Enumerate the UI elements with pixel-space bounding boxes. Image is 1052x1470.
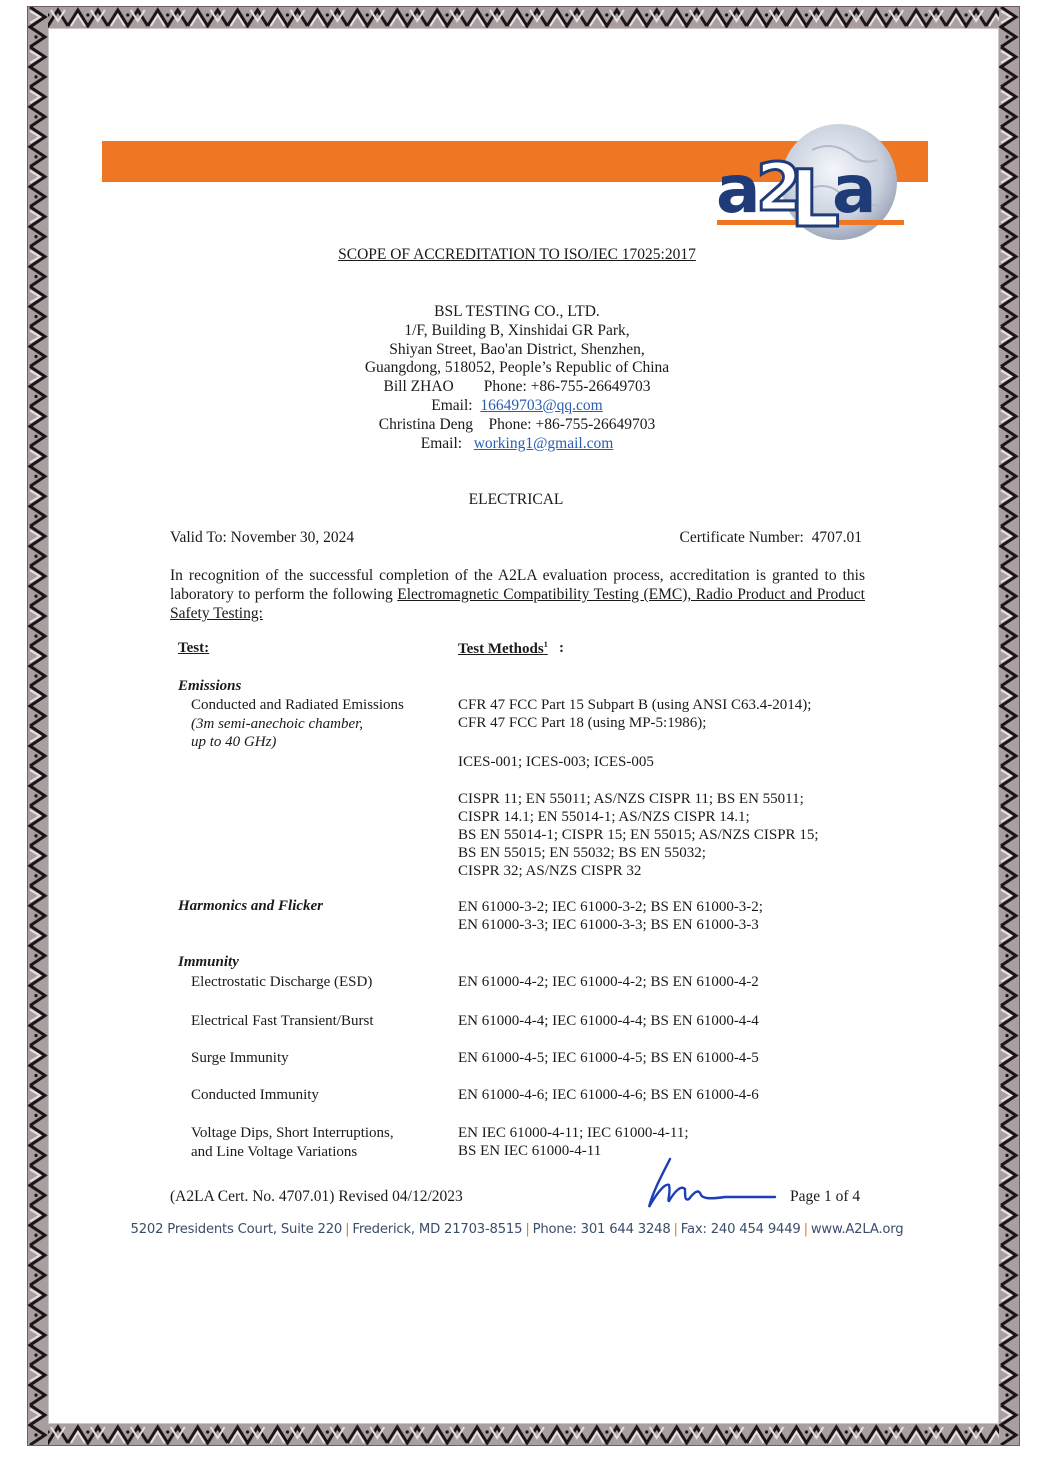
border-pattern-top <box>28 7 1019 28</box>
category-harmonics: Harmonics and Flicker <box>178 898 324 914</box>
test-name <box>191 696 404 752</box>
a2la-website-link[interactable]: www.A2LA.org <box>810 1222 904 1237</box>
method-line: BS EN IEC 61000-4-11 <box>458 1143 602 1160</box>
address-line: Shiyan Street, Bao'an District, Shenzhen, <box>389 340 645 358</box>
method-line: EN 61000-3-3; IEC 61000-3-3; BS EN 61000-3-3 <box>458 917 759 934</box>
a2la-phone: Phone: 301 644 3248 <box>532 1222 671 1237</box>
intro-text: In recognition of the successful completion of the A2LA evaluation process, accreditation is granted to this laboratory to perform the following <box>170 567 865 603</box>
svg-text:L: L <box>790 155 840 245</box>
valid-to: Valid To: November 30, 2024 <box>170 529 355 546</box>
a2la-address: 5202 Presidents Court, Suite 220 <box>130 1222 343 1237</box>
border-pattern-bottom <box>28 1424 1019 1445</box>
document-title <box>0 246 1034 264</box>
method-line: EN 61000-4-2; IEC 61000-4-2; BS EN 61000-4-2 <box>458 974 759 990</box>
document-title-text: SCOPE OF ACCREDITATION TO ISO/IEC 17025:2017 <box>338 246 696 263</box>
contact-name: Christina Deng <box>378 415 474 433</box>
svg-text:a: a <box>716 151 755 228</box>
email-label: Email: <box>420 434 463 452</box>
test-methods <box>458 790 818 880</box>
page-number: Page 1 of 4 <box>790 1188 861 1205</box>
column-header-methods-text: Test Methods <box>458 641 544 657</box>
method-line: BS EN 55014-1; CISPR 15; EN 55015; AS/NZS CISPR 15; <box>458 827 819 843</box>
category-immunity: Immunity <box>178 954 239 970</box>
method-line: CISPR 32; AS/NZS CISPR 32 <box>458 863 642 879</box>
section-heading: ELECTRICAL <box>468 491 564 508</box>
separator: | <box>525 1222 530 1237</box>
email-link[interactable]: working1@gmail.com <box>473 434 614 452</box>
email-line <box>0 435 1034 454</box>
organization-block <box>0 303 1034 453</box>
contact-phone: Phone: +86-755-26649703 <box>483 378 651 396</box>
test-name <box>191 1124 394 1161</box>
a2la-city: Frederick, MD 21703-8515 <box>352 1222 523 1237</box>
test-name: Conducted Immunity <box>191 1087 319 1103</box>
test-name-text: Voltage Dips, Short Interruptions, <box>191 1125 394 1141</box>
email-link[interactable]: 16649703@qq.com <box>480 396 603 414</box>
certificate-number: Certificate Number: 4707.01 <box>679 529 862 546</box>
test-methods <box>458 696 811 732</box>
test-name: Electrical Fast Transient/Burst <box>191 1013 374 1029</box>
test-note: (3m semi-anechoic chamber, <box>191 715 364 732</box>
separator: | <box>803 1222 808 1237</box>
a2la-contact-line <box>0 1222 1034 1237</box>
svg-text:a: a <box>832 151 877 228</box>
contact-name: Bill ZHAO <box>383 378 454 396</box>
test-name-text: Conducted and Radiated Emissions <box>191 697 404 713</box>
revision-note: (A2LA Cert. No. 4707.01) Revised 04/12/2023 <box>170 1188 463 1205</box>
separator: | <box>345 1222 350 1237</box>
method-line: CISPR 14.1; EN 55014-1; AS/NZS CISPR 14.1; <box>458 809 750 825</box>
method-line: CISPR 11; EN 55011; AS/NZS CISPR 11; BS EN 55011; <box>458 791 804 807</box>
a2la-logo <box>712 120 912 245</box>
column-header-test: Test: <box>178 640 210 656</box>
contact-line <box>0 378 1034 397</box>
a2la-fax: Fax: 240 454 9449 <box>680 1222 801 1237</box>
test-name-text: and Line Voltage Variations <box>191 1143 358 1160</box>
test-name: Electrostatic Discharge (ESD) <box>191 974 373 990</box>
test-methods <box>458 753 654 771</box>
email-line <box>0 397 1034 416</box>
method-line: EN 61000-4-5; IEC 61000-4-5; BS EN 61000-4-5 <box>458 1050 759 1066</box>
method-line: CFR 47 FCC Part 15 Subpart B (using ANSI C63.4-2014); <box>458 697 812 713</box>
address-line: 1/F, Building B, Xinshidai GR Park, <box>404 321 630 339</box>
signature-icon <box>645 1155 780 1215</box>
method-line: EN 61000-4-6; IEC 61000-4-6; BS EN 61000-4-6 <box>458 1087 759 1103</box>
method-line: EN IEC 61000-4-11; IEC 61000-4-11; <box>458 1125 689 1141</box>
contact-phone: Phone: +86-755-26649703 <box>488 415 656 433</box>
separator: | <box>673 1222 678 1237</box>
test-name: Surge Immunity <box>191 1050 289 1066</box>
method-line: ICES-001; ICES-003; ICES-005 <box>458 754 654 770</box>
footnote-marker: 1 <box>543 640 548 649</box>
intro-scope: Electromagnetic Compatibility Testing (EMC), Radio Product and Product Safety Testing: <box>170 586 865 622</box>
method-line: EN 61000-3-2; IEC 61000-3-2; BS EN 61000-3-2; <box>458 899 763 915</box>
organization-name: BSL TESTING CO., LTD. <box>434 303 600 320</box>
column-header-methods <box>458 640 548 658</box>
intro-paragraph <box>170 566 865 623</box>
test-methods <box>458 898 763 934</box>
test-note: up to 40 GHz) <box>191 734 277 750</box>
address-line: Guangdong, 518052, People’s Republic of China <box>364 359 670 377</box>
email-label: Email: <box>431 396 473 414</box>
method-line: EN 61000-4-4; IEC 61000-4-4; BS EN 61000-4-4 <box>458 1013 759 1029</box>
svg-text:2: 2 <box>756 149 796 226</box>
category-emissions: Emissions <box>178 678 242 694</box>
method-line: CFR 47 FCC Part 18 (using MP-5:1986); <box>458 715 707 732</box>
column-header-colon: : <box>559 640 564 656</box>
method-line: BS EN 55015; EN 55032; BS EN 55032; <box>458 845 706 861</box>
contact-line <box>0 416 1034 435</box>
